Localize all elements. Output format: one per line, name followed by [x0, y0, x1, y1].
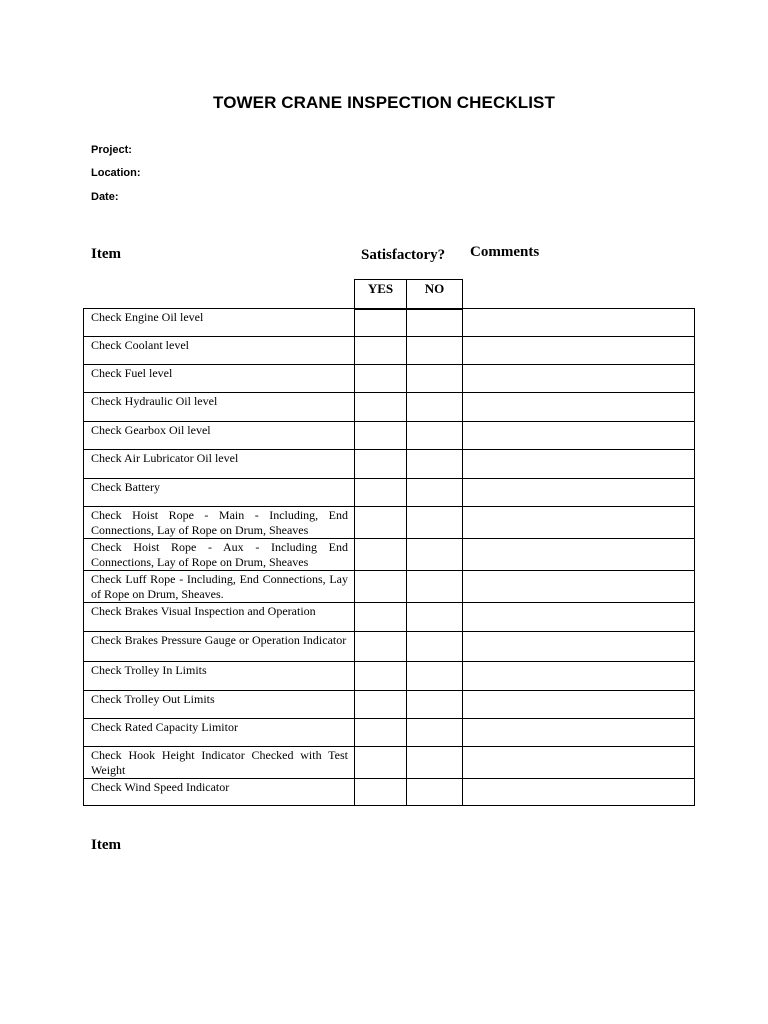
checklist-item-label: Check Fuel level — [84, 365, 355, 393]
checklist-row — [84, 507, 695, 539]
checklist-row — [84, 603, 695, 632]
yes-cell[interactable] — [355, 747, 407, 779]
satisfactory-heading: Satisfactory? — [361, 247, 446, 263]
no-header: NO — [407, 280, 463, 310]
yes-cell[interactable] — [355, 365, 407, 393]
checklist-row — [84, 691, 695, 719]
yes-no-header-table — [354, 279, 463, 310]
no-cell[interactable] — [407, 662, 463, 691]
checklist-item-label: Check Hoist Rope - Aux - Including End Connections, Lay of Rope on Drum, Sheaves — [84, 539, 355, 571]
checklist-item-label: Check Trolley Out Limits — [84, 691, 355, 719]
comments-cell[interactable] — [463, 309, 695, 337]
yes-cell[interactable] — [355, 571, 407, 603]
checklist-row — [84, 747, 695, 779]
comments-cell[interactable] — [463, 539, 695, 571]
comments-cell[interactable] — [463, 393, 695, 422]
no-cell[interactable] — [407, 719, 463, 747]
checklist-row — [84, 422, 695, 450]
comments-cell[interactable] — [463, 632, 695, 662]
no-cell[interactable] — [407, 337, 463, 365]
no-cell[interactable] — [407, 539, 463, 571]
no-cell[interactable] — [407, 365, 463, 393]
checklist-row — [84, 479, 695, 507]
yes-cell[interactable] — [355, 337, 407, 365]
project-label: Project: — [91, 144, 132, 156]
checklist-row — [84, 779, 695, 806]
page-title: TOWER CRANE INSPECTION CHECKLIST — [213, 93, 555, 112]
yes-cell[interactable] — [355, 719, 407, 747]
yes-header: YES — [355, 280, 407, 310]
no-cell[interactable] — [407, 422, 463, 450]
checklist-item-label: Check Gearbox Oil level — [84, 422, 355, 450]
no-cell[interactable] — [407, 309, 463, 337]
comments-cell[interactable] — [463, 662, 695, 691]
checklist-item-label: Check Brakes Visual Inspection and Operation — [84, 603, 355, 632]
comments-heading: Comments — [470, 244, 540, 260]
checklist-row — [84, 539, 695, 571]
yes-cell[interactable] — [355, 662, 407, 691]
checklist-item-label: Check Hoist Rope - Main - Including, End Connections, Lay of Rope on Drum, Sheaves — [84, 507, 355, 539]
comments-cell[interactable] — [463, 450, 695, 479]
checklist-row — [84, 450, 695, 479]
comments-cell[interactable] — [463, 603, 695, 632]
no-cell[interactable] — [407, 393, 463, 422]
footer-item-heading: Item — [91, 837, 121, 853]
comments-cell[interactable] — [463, 779, 695, 806]
checklist-item-label: Check Hook Height Indicator Checked with Test Weight — [84, 747, 355, 779]
checklist-item-label: Check Rated Capacity Limitor — [84, 719, 355, 747]
no-cell[interactable] — [407, 479, 463, 507]
checklist-item-label: Check Trolley In Limits — [84, 662, 355, 691]
comments-cell[interactable] — [463, 365, 695, 393]
checklist-row — [84, 393, 695, 422]
comments-cell[interactable] — [463, 571, 695, 603]
no-cell[interactable] — [407, 691, 463, 719]
checklist-item-label: Check Engine Oil level — [84, 309, 355, 337]
yes-cell[interactable] — [355, 507, 407, 539]
checklist-item-label: Check Wind Speed Indicator — [84, 779, 355, 806]
yes-cell[interactable] — [355, 779, 407, 806]
yes-cell[interactable] — [355, 309, 407, 337]
comments-cell[interactable] — [463, 479, 695, 507]
yes-cell[interactable] — [355, 632, 407, 662]
yes-cell[interactable] — [355, 603, 407, 632]
checklist-row — [84, 309, 695, 337]
checklist-row — [84, 632, 695, 662]
location-label: Location: — [91, 167, 141, 179]
yes-cell[interactable] — [355, 691, 407, 719]
no-cell[interactable] — [407, 450, 463, 479]
yes-cell[interactable] — [355, 422, 407, 450]
comments-cell[interactable] — [463, 422, 695, 450]
no-cell[interactable] — [407, 779, 463, 806]
checklist-item-label: Check Battery — [84, 479, 355, 507]
checklist-item-label: Check Air Lubricator Oil level — [84, 450, 355, 479]
no-cell[interactable] — [407, 603, 463, 632]
no-cell[interactable] — [407, 747, 463, 779]
yes-cell[interactable] — [355, 393, 407, 422]
checklist-item-label: Check Coolant level — [84, 337, 355, 365]
checklist-item-label: Check Hydraulic Oil level — [84, 393, 355, 422]
checklist-item-label: Check Luff Rope - Including, End Connections, Lay of Rope on Drum, Sheaves. — [84, 571, 355, 603]
no-cell[interactable] — [407, 632, 463, 662]
comments-cell[interactable] — [463, 691, 695, 719]
checklist-table — [83, 308, 695, 806]
yes-cell[interactable] — [355, 479, 407, 507]
checklist-row — [84, 571, 695, 603]
yes-cell[interactable] — [355, 539, 407, 571]
date-label: Date: — [91, 191, 119, 203]
no-cell[interactable] — [407, 507, 463, 539]
item-column-heading: Item — [91, 246, 121, 262]
checklist-row — [84, 337, 695, 365]
comments-cell[interactable] — [463, 719, 695, 747]
no-cell[interactable] — [407, 571, 463, 603]
checklist-item-label: Check Brakes Pressure Gauge or Operation Indicator — [84, 632, 355, 662]
checklist-row — [84, 719, 695, 747]
yes-cell[interactable] — [355, 450, 407, 479]
checklist-row — [84, 365, 695, 393]
comments-cell[interactable] — [463, 747, 695, 779]
comments-cell[interactable] — [463, 337, 695, 365]
comments-cell[interactable] — [463, 507, 695, 539]
checklist-row — [84, 662, 695, 691]
